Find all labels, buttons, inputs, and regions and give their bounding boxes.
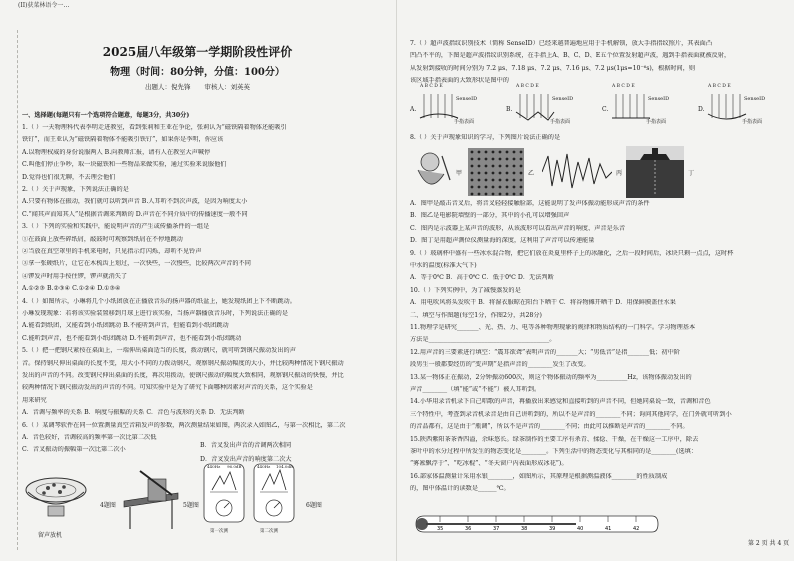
fig8-waveform xyxy=(542,152,612,192)
fig4-caption: 4题图 xyxy=(100,502,116,509)
fig8-label-c: 丙 xyxy=(616,170,623,177)
right-question-line: 15.陕西紫阳茶茶香四溢，余味悠长。绿茶制作的主要工序有杀青、揉捻、干燥，在干燥这一工序中，除去 xyxy=(410,435,699,443)
exam-authors xyxy=(0,82,395,91)
meter1-caption: 第一次测 xyxy=(210,529,228,534)
left-question-line: 4.（ ）如图所示，小琳将几个小纸团放在正播放音乐的扬声器的纸盆上，她发现纸团上下不断跳动。 xyxy=(22,297,296,305)
q7-line: 从发射到接收的时间分别为 7.2 μs、7.18 μs、7.2 μs、7.16 μs、7.2 μs(1μs=10⁻⁶s)，根据时间，则 xyxy=(410,64,696,72)
thermo-tick-label: 42 xyxy=(633,526,640,532)
left-question-line: D.觉得也们很无聊，不去理会他们 xyxy=(22,173,116,181)
thermo-tick-label: 39 xyxy=(549,526,556,532)
phonograph-figure xyxy=(18,468,98,532)
fig8-wall xyxy=(468,148,524,196)
right-question-line: 中水的温度(标准大气下) xyxy=(410,262,477,269)
corner-text: (II)获菜林语令一… xyxy=(18,2,70,9)
meter2-caption: 第二次测 xyxy=(260,529,278,534)
ruler-figure xyxy=(120,465,182,531)
left-question-line: A.只要有物体在振动，我们就可以听到声音 B.人耳听不到次声波，是因为响度太小 xyxy=(22,198,248,206)
left-question-line: A.能看到纸团，又能看到小纸团跳动 B.不能听到声音，但能看到小纸团跳动 xyxy=(22,322,229,330)
left-question-line: 6.（ ）某调琴软件在同一位置测量真空音箱发声的参数，两次测量结果如图，两次录入如图乙，与第一次相比，第二次 xyxy=(22,421,346,429)
right-question-line: A．图甲是敲击音叉后，将音叉轻轻接触脸部，这能说明了发声体振动能形成声音的条件 xyxy=(410,200,650,207)
left-question-line: A.①②③ B.②③④ C.①②④ D.①③④ xyxy=(22,285,121,293)
left-question-line: 5.（ ）把一把钢尺紧按在桌面上，一端伸出桌面适当的长度，拨动钢尺，就可听到钢尺振动发出的声 xyxy=(22,347,296,355)
left-question-line: 用来研究 xyxy=(22,396,47,404)
meter2-freq: 440Hz xyxy=(257,464,271,469)
fig5-caption: 5题图 xyxy=(183,502,199,509)
fig4-label: 留声放机 xyxy=(38,532,63,539)
left-question-line: A．音色较好，音调较高的频率第一次比第二次低 xyxy=(22,434,157,441)
q7-line: 7.（ ）超声波指纹识别技术（简称 SenseID）已经来越普遍地应用于手机解锁，放大手指指纹照片，其表面凸 xyxy=(410,40,713,47)
q7-line: 凹凸不平的，下图是超声波指纹识别系统，在手指上A、B、C、D、E五个位置发射超声波，遇到手指表面就被反射， xyxy=(410,52,731,60)
right-question-line: 茶叶中的水分过程中所发生的物态变化是________。下列生活中的物态变化与其相同的是________(选填： xyxy=(410,448,698,455)
page-footer: 第 2 页 共 4 页 xyxy=(748,540,790,547)
fig7-option-label: C. xyxy=(602,106,609,113)
fig7-option-label: D. xyxy=(698,106,705,113)
fig7-senseid-label: SenseID xyxy=(744,96,766,102)
reviewer: 审核人：刘英英 xyxy=(204,83,251,91)
left-question-line: ④锣发声时用手按住锣，锣声就消失了 xyxy=(22,272,128,280)
right-question-line: 16.部家体温测量计采用水银________，如图所示，其原理是根据测温液体________的性质制成 xyxy=(410,472,668,480)
fig7-finger-label: 手指表面 xyxy=(550,119,571,125)
fig7-finger-label: 手指表面 xyxy=(454,119,475,125)
left-question-line: 3.（ ）下列的实验和实践中，能说明声音的产生或传播条件的一组是 xyxy=(22,223,210,231)
thermo-tick-label: 41 xyxy=(605,526,612,532)
right-question-line: 12.用声音的三要素进行填空：“震耳欲聋”表明声音的_______大；“男低音”是指_______低；初中阶 xyxy=(410,348,680,356)
right-question-line: 二、填空与作图题(每空1分，作图2分，共28分) xyxy=(410,311,542,319)
right-question-line: 11.物理学是研究_______、光、热、力、电等各种物理现象的规律和物质结构的一门科学。学习物理基本 xyxy=(410,324,696,331)
q6-option-b: B．音叉发出声音的音调两次相同 xyxy=(200,442,292,449)
right-question-line: 方法是_______________________________________。 xyxy=(410,336,556,344)
right-question-line: 13.某一物体正在振动，2分钟振动600次，则这个物体振动的频率为__________Hz，该物体振动发出的 xyxy=(410,373,692,381)
fig7-finger-label: 手指表面 xyxy=(742,119,763,125)
fig7-option-label: B. xyxy=(506,106,513,113)
thermo-tick-label: 37 xyxy=(493,526,500,532)
thermo-tick-label: 40 xyxy=(577,526,584,532)
meter2-level: 104.0dB xyxy=(276,464,293,469)
exam-subject: 物理（时间：80分钟，分值：100分） xyxy=(110,67,285,78)
fig7-senseid-label: SenseID xyxy=(552,96,574,102)
meter-figure xyxy=(200,462,300,538)
meter1-freq: 440Hz xyxy=(207,464,221,469)
left-question-line: ②当放在真空罩里的手机来电时，只见指示灯闪烁，却听不见铃声 xyxy=(22,248,202,255)
q7-line: 该区域手指表面的大致形状是图中的 xyxy=(410,77,509,85)
left-question-line: 音。保持钢尺伸出桌面的长度不变，用大小不同的力拨动钢尺，观察钢尺振动幅度的大小，并比较两种情况下钢尺振动 xyxy=(22,359,344,367)
right-question-line: “雾凇飘浮于”、“吃冰棍”、“冬天窗户内表面形成冰花”)。 xyxy=(410,460,568,468)
left-question-line: ③拿一张硬纸片，让它在木梳齿上划过，一次快些，一次慢些，比较两次声音的不同 xyxy=(22,260,251,268)
page-divider xyxy=(396,0,397,561)
left-question-line: C.“闻其声而知其人”是根据音调来判断的 D.声音在不同介质中的传播速度一般不同 xyxy=(22,210,248,218)
fig8-label-b: 乙 xyxy=(528,170,535,177)
left-question-line: C.能听到声音，也不能看到小纸团跳动 D.不能听到声音，也不能看到小纸团跳动 xyxy=(22,334,242,342)
thermo-tick-label: 36 xyxy=(465,526,472,532)
right-page xyxy=(398,0,794,561)
fig8-label-d: 丁 xyxy=(688,170,695,177)
right-question-line: 14.小华用录音机录下自己唱歌的声音，再播放出来感觉和直接听到的声音不同，但她同桌说一致，音调和音色 xyxy=(410,398,711,406)
left-question-line: 2.（ ）关于声现象，下列说法正确的是 xyxy=(22,186,129,193)
fig7-letters: A B C D E xyxy=(612,84,635,89)
setter: 出题人：倪先锋 xyxy=(144,83,191,91)
right-question-line: C．图丙是示波器上某声音的波形，从该波形可以看出声音的响度、声音是乐音 xyxy=(410,224,626,232)
left-question-line: 发出的声音的不同。改变钢尺伸出桌面的长度，再次用拨动，使钢尺振动的幅度大致相同，观察钢尺振动的快慢，并比 xyxy=(22,372,344,379)
fig7-senseid-label: SenseID xyxy=(648,96,670,102)
fig8-tuning-fork xyxy=(410,150,452,196)
fig7-letters: A B C D E xyxy=(420,84,443,89)
thermo-tick-label: 35 xyxy=(437,526,444,532)
left-question-line: 1.（ ）一天物理科代表李明走进教室，看到张莉和王亚在争论，张莉认为“磁铁隔着物体还能吸引 xyxy=(22,124,287,131)
meter1-level: 96.0dB xyxy=(227,464,242,469)
right-question-line: 声音________（填“能”或“不能”）被人耳听到。 xyxy=(410,386,541,393)
q6-option-d: D．音叉发出声音的响度第二次大 xyxy=(200,456,292,463)
fig7-senseid-label: SenseID xyxy=(456,96,478,102)
exam-title: 2025届八年级第一学期阶段性评价 xyxy=(102,45,293,59)
fig7-letters: A B C D E xyxy=(708,84,731,89)
fig6-caption: 6题图 xyxy=(306,502,322,509)
left-question-line: ①在鼓面上放些碎纸屑，敲鼓时可观察到纸屑在不停地跳动 xyxy=(22,235,183,243)
left-question-line: C.叫他们停止争吵，取一块磁铁和一些物品来做实验，通过实验来说服他们 xyxy=(22,161,227,169)
q8-line: 8.（ ）关于声现象知识的学习，下列图片说法正确的是 xyxy=(410,134,561,141)
right-question-line: D．图丁是用超声测位仪测量海的深度，这利用了声音可以传递能量 xyxy=(410,237,595,245)
left-question-line: C．音叉振动的振幅第一次比第二次小 xyxy=(22,446,126,454)
left-question-line: A．音调与频率的关系 B．响度与振幅的关系 C．音色与波形的关系 D．无法判断 xyxy=(22,409,245,417)
left-question-line: A.以物理权威的身份说服两人 B.向教师汇报，请有人在教室大声喊停 xyxy=(22,148,211,156)
fig8-label-a: 甲 xyxy=(456,170,463,177)
right-question-line: A．等于0℃ B．高于0℃ C．低于0℃ D．无法判断 xyxy=(410,274,554,282)
section-1-title: 一、选择题(每题只有一个选项符合题意，每题3分，共30分) xyxy=(22,112,190,119)
right-question-line: A．用电吹风将头发吹干 B．将湿衣服晾在阳台下晒干 C．将谷物摊开晒干 D．用保鲜膜盖住水果 xyxy=(410,299,676,307)
right-question-line: B．图乙是电影院墙壁的一部分，其中的小孔可以增强回声 xyxy=(410,212,570,220)
fig7-letters: A B C D E xyxy=(516,84,539,89)
right-question-line: 10.（ ）下列实例中，为了减慢蒸发的是 xyxy=(410,286,521,294)
fig7-option-label: A. xyxy=(410,106,417,113)
right-question-line: 的，图中体温计的读数是______℃。 xyxy=(410,485,510,493)
thermometer-figure xyxy=(410,512,660,536)
left-question-line: 较两种情况下钢尺振动发出的声音的不同。可知实验中是为了研究下面哪种因素对声音的关系，这个实验是 xyxy=(22,384,313,392)
left-question-line: 小琳发现现象：若将该实验装置移到月球上进行该实验，当扬声器播放音乐时，下列说法正确的是 xyxy=(22,310,289,317)
right-question-line: 的音品都有，这是由于“瓶调”，所以不是声音的________不同；由此可以推断是声音的________不同。 xyxy=(410,423,689,431)
thermo-tick-label: 38 xyxy=(521,526,528,532)
fig8-ship-sonar xyxy=(626,146,684,198)
right-question-line: 三个特性中，考查到录音机录音是由自己讲听到的，所以不是声音的________不同；询问其他同学，在门外就可听到小 xyxy=(410,410,732,418)
left-page xyxy=(0,0,395,561)
right-question-line: 段男生一般都要经历的“变声期”是指声音的________发生了改变。 xyxy=(410,361,590,369)
left-question-line: 铁钉”，而王亚认为“磁铁隔着物体不能吸引铁钉”，如果你是李明，你应该 xyxy=(22,136,224,144)
right-question-line: 9.（ ）玻璃杯中盛有一些冰水混合物，把它们放在炎夏里杯子上的冰融化，之后一段时间后，冰块只剩一点点，这时杯 xyxy=(410,249,734,257)
fig7-finger-label: 手指表面 xyxy=(646,119,667,125)
